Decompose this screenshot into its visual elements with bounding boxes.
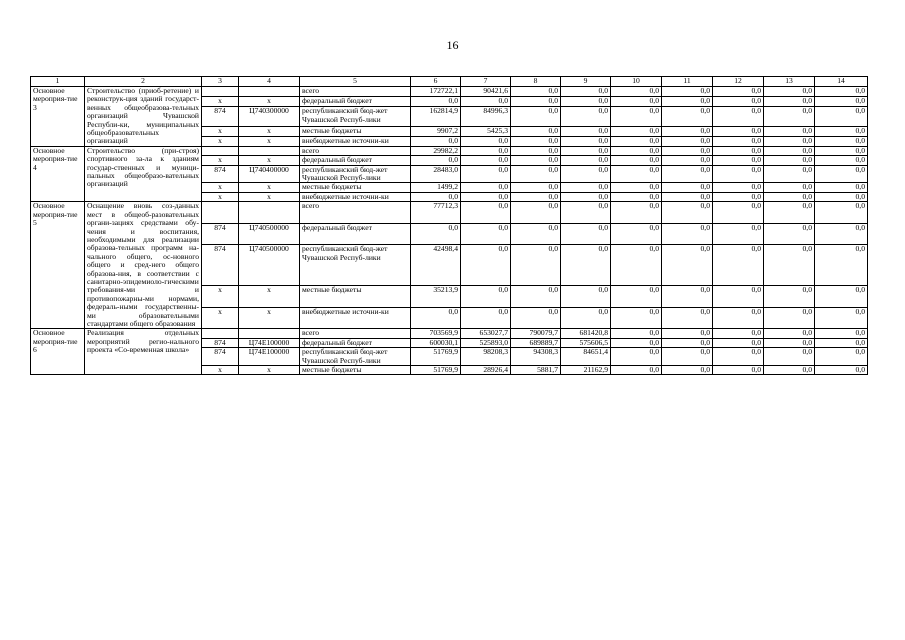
amount-cell: 0,0 [411,223,461,245]
funding-source-cell: местные бюджеты [300,126,411,136]
amount-cell: 0,0 [713,338,764,347]
amount-cell: 0,0 [815,329,868,338]
funding-source-cell: внебюджетные источни-ки [300,136,411,146]
event-name-cell: Основное мероприя-тие 4 [31,146,85,201]
amount-cell: 0,0 [561,136,611,146]
amount-cell: 0,0 [815,97,868,107]
amount-cell: 653027,7 [461,329,511,338]
amount-cell: 0,0 [611,348,662,366]
amount-cell: 0,0 [764,192,815,201]
amount-cell: 1499,2 [411,183,461,192]
amount-cell: 681420,8 [561,329,611,338]
amount-cell: 0,0 [815,183,868,192]
amount-cell: 0,0 [713,307,764,329]
target-article-cell: x [239,156,300,165]
amount-cell: 84996,3 [461,107,511,126]
grbs-code-cell: 874 [202,107,239,126]
column-number: 7 [461,77,511,87]
budget-table [30,76,868,375]
amount-cell: 0,0 [461,286,511,308]
target-article-cell: Ц740500000 [239,245,300,286]
amount-cell: 98208,3 [461,348,511,366]
amount-cell: 0,0 [561,87,611,97]
column-number: 4 [239,77,300,87]
target-article-cell: x [239,307,300,329]
target-article-cell: x [239,192,300,201]
amount-cell: 0,0 [511,202,561,224]
amount-cell: 703569,9 [411,329,461,338]
grbs-code-cell [202,202,239,224]
amount-cell: 0,0 [561,202,611,224]
amount-cell: 90421,6 [461,87,511,97]
amount-cell: 0,0 [561,97,611,107]
target-article-cell: x [239,126,300,136]
amount-cell: 0,0 [561,307,611,329]
amount-cell: 0,0 [611,183,662,192]
amount-cell: 0,0 [662,245,713,286]
funding-source-cell: местные бюджеты [300,366,411,375]
grbs-code-cell: 874 [202,223,239,245]
amount-cell: 0,0 [511,307,561,329]
amount-cell: 0,0 [764,338,815,347]
amount-cell: 162814,9 [411,107,461,126]
amount-cell: 790079,7 [511,329,561,338]
grbs-code-cell: x [202,97,239,107]
amount-cell: 689889,7 [511,338,561,347]
amount-cell: 77712,3 [411,202,461,224]
amount-cell: 0,0 [713,366,764,375]
amount-cell: 0,0 [764,223,815,245]
amount-cell: 51769,9 [411,348,461,366]
amount-cell: 0,0 [511,107,561,126]
amount-cell: 0,0 [511,286,561,308]
amount-cell: 0,0 [713,156,764,165]
amount-cell: 0,0 [815,146,868,155]
amount-cell: 0,0 [815,107,868,126]
amount-cell: 0,0 [815,338,868,347]
amount-cell: 0,0 [764,107,815,126]
funding-source-cell: федеральный бюджет [300,97,411,107]
amount-cell: 0,0 [511,183,561,192]
amount-cell: 0,0 [461,165,511,183]
event-description-cell: Оснащение вновь соз-данных мест в общеоб-разовательных органи-зациях средствами обу-чения и воспитания, необходимыми для реализации образова-тельных программ на-чального общего, ос-новного общего и сред-него общего образова-ния, в соответствии с санитарно-эпидемиоло-гическими требования-ми и противопожарны-ми нормами, федераль-ными государственны-ми образовательными стандартами общего образования [85,202,202,329]
amount-cell: 0,0 [662,146,713,155]
amount-cell: 0,0 [764,329,815,338]
amount-cell: 0,0 [662,126,713,136]
amount-cell: 0,0 [561,223,611,245]
amount-cell: 0,0 [511,223,561,245]
amount-cell: 0,0 [611,307,662,329]
amount-cell: 0,0 [713,348,764,366]
amount-cell: 0,0 [611,126,662,136]
event-description-cell: Строительство (при-строя) спортивного за-ла к зданиям государ-ственных и муници-пальных общеобразо-вательных организаций [85,146,202,201]
amount-cell: 0,0 [713,329,764,338]
column-number: 13 [764,77,815,87]
target-article-cell [239,87,300,97]
amount-cell: 0,0 [764,165,815,183]
funding-source-cell: республиканский бюд-жет Чувашской Респуб-лики [300,245,411,286]
amount-cell: 28483,0 [411,165,461,183]
grbs-code-cell: 874 [202,165,239,183]
amount-cell: 0,0 [411,192,461,201]
amount-cell: 5881,7 [511,366,561,375]
funding-source-cell: федеральный бюджет [300,156,411,165]
amount-cell: 0,0 [713,286,764,308]
amount-cell: 0,0 [815,223,868,245]
amount-cell: 0,0 [611,146,662,155]
amount-cell: 0,0 [662,87,713,97]
target-article-cell: x [239,97,300,107]
amount-cell: 0,0 [764,146,815,155]
amount-cell: 0,0 [764,307,815,329]
grbs-code-cell: x [202,156,239,165]
amount-cell: 0,0 [411,307,461,329]
amount-cell: 94308,3 [511,348,561,366]
amount-cell: 0,0 [611,286,662,308]
amount-cell: 0,0 [662,192,713,201]
event-description-cell: Реализация отдельных мероприятий регио-нального проекта «Со-временная школа» [85,329,202,375]
amount-cell: 0,0 [764,183,815,192]
grbs-code-cell: 874 [202,245,239,286]
amount-cell: 29982,2 [411,146,461,155]
amount-cell: 0,0 [815,136,868,146]
amount-cell: 0,0 [611,202,662,224]
column-number-row [31,77,868,87]
amount-cell: 0,0 [764,202,815,224]
amount-cell: 0,0 [764,286,815,308]
amount-cell: 0,0 [461,146,511,155]
amount-cell: 0,0 [561,183,611,192]
amount-cell: 0,0 [713,87,764,97]
page-number: 16 [446,38,459,52]
amount-cell: 42498,4 [411,245,461,286]
amount-cell: 0,0 [611,97,662,107]
amount-cell: 0,0 [815,307,868,329]
amount-cell: 0,0 [611,366,662,375]
amount-cell: 0,0 [764,156,815,165]
amount-cell: 0,0 [511,156,561,165]
amount-cell: 0,0 [764,245,815,286]
table-row [31,146,868,155]
grbs-code-cell: x [202,307,239,329]
amount-cell: 0,0 [611,107,662,126]
amount-cell: 575606,5 [561,338,611,347]
amount-cell: 0,0 [561,165,611,183]
column-number: 3 [202,77,239,87]
amount-cell: 0,0 [561,146,611,155]
target-article-cell: Ц740500000 [239,223,300,245]
amount-cell: 0,0 [461,202,511,224]
amount-cell: 0,0 [611,329,662,338]
amount-cell: 0,0 [561,245,611,286]
funding-source-cell: республиканский бюд-жет Чувашской Респуб-лики [300,165,411,183]
amount-cell: 0,0 [511,136,561,146]
amount-cell: 0,0 [815,126,868,136]
amount-cell: 0,0 [561,126,611,136]
amount-cell: 0,0 [411,97,461,107]
target-article-cell: Ц740400000 [239,165,300,183]
amount-cell: 0,0 [611,245,662,286]
grbs-code-cell [202,87,239,97]
target-article-cell: Ц74Е100000 [239,348,300,366]
amount-cell: 0,0 [611,165,662,183]
grbs-code-cell: x [202,136,239,146]
grbs-code-cell: x [202,192,239,201]
amount-cell: 0,0 [461,223,511,245]
amount-cell: 0,0 [764,97,815,107]
funding-source-cell: федеральный бюджет [300,338,411,347]
amount-cell: 0,0 [662,286,713,308]
column-number: 1 [31,77,85,87]
funding-source-cell: республиканский бюд-жет Чувашской Респуб-лики [300,348,411,366]
amount-cell: 51769,9 [411,366,461,375]
grbs-code-cell [202,329,239,338]
amount-cell: 0,0 [815,348,868,366]
amount-cell: 0,0 [662,348,713,366]
amount-cell: 0,0 [713,202,764,224]
target-article-cell: x [239,366,300,375]
amount-cell: 0,0 [511,97,561,107]
amount-cell: 0,0 [511,87,561,97]
event-description-cell: Строительство (приоб-ретение) и реконструк-ция зданий государст-венных общеобразова-тельных организаций Чувашской Республи-ки, муниципальных общеобразовательных организаций [85,87,202,147]
table-body [31,77,868,375]
amount-cell: 0,0 [662,329,713,338]
column-number: 12 [713,77,764,87]
funding-source-cell: местные бюджеты [300,183,411,192]
amount-cell: 0,0 [561,156,611,165]
amount-cell: 9907,2 [411,126,461,136]
table-row [31,87,868,97]
grbs-code-cell: 874 [202,338,239,347]
amount-cell: 0,0 [815,245,868,286]
target-article-cell: x [239,183,300,192]
amount-cell: 0,0 [662,156,713,165]
column-number: 11 [662,77,713,87]
amount-cell: 0,0 [561,107,611,126]
amount-cell: 35213,9 [411,286,461,308]
amount-cell: 0,0 [511,245,561,286]
target-article-cell: Ц740300000 [239,107,300,126]
amount-cell: 0,0 [461,136,511,146]
column-number: 14 [815,77,868,87]
event-name-cell: Основное мероприя-тие 5 [31,202,85,329]
column-number: 6 [411,77,461,87]
grbs-code-cell: x [202,286,239,308]
amount-cell: 84651,4 [561,348,611,366]
amount-cell: 0,0 [815,165,868,183]
amount-cell: 0,0 [611,192,662,201]
amount-cell: 0,0 [713,183,764,192]
amount-cell: 0,0 [561,192,611,201]
amount-cell: 0,0 [461,245,511,286]
amount-cell: 0,0 [713,165,764,183]
amount-cell: 0,0 [461,156,511,165]
amount-cell: 0,0 [461,307,511,329]
target-article-cell: x [239,286,300,308]
amount-cell: 0,0 [713,146,764,155]
funding-source-cell: всего [300,202,411,224]
amount-cell: 0,0 [662,165,713,183]
amount-cell: 0,0 [662,202,713,224]
amount-cell: 0,0 [461,192,511,201]
amount-cell: 0,0 [411,156,461,165]
amount-cell: 0,0 [561,286,611,308]
amount-cell: 0,0 [461,183,511,192]
amount-cell: 0,0 [815,192,868,201]
event-name-cell: Основное мероприя-тие 3 [31,87,85,147]
target-article-cell: x [239,136,300,146]
grbs-code-cell: x [202,126,239,136]
amount-cell: 0,0 [662,107,713,126]
funding-source-cell: внебюджетные источни-ки [300,192,411,201]
table-row [31,329,868,338]
amount-cell: 0,0 [713,107,764,126]
target-article-cell: Ц74Е100000 [239,338,300,347]
funding-source-cell: внебюджетные источни-ки [300,307,411,329]
amount-cell: 0,0 [611,156,662,165]
target-article-cell [239,146,300,155]
amount-cell: 0,0 [662,136,713,146]
grbs-code-cell [202,146,239,155]
amount-cell: 0,0 [764,87,815,97]
grbs-code-cell: x [202,366,239,375]
amount-cell: 0,0 [611,87,662,97]
amount-cell: 0,0 [662,97,713,107]
amount-cell: 5425,3 [461,126,511,136]
amount-cell: 21162,9 [561,366,611,375]
amount-cell: 0,0 [511,146,561,155]
funding-source-cell: местные бюджеты [300,286,411,308]
amount-cell: 0,0 [611,338,662,347]
amount-cell: 0,0 [764,366,815,375]
column-number: 2 [85,77,202,87]
funding-source-cell: всего [300,87,411,97]
funding-source-cell: всего [300,146,411,155]
amount-cell: 0,0 [662,223,713,245]
grbs-code-cell: x [202,183,239,192]
amount-cell: 0,0 [662,366,713,375]
column-number: 5 [300,77,411,87]
amount-cell: 0,0 [815,286,868,308]
amount-cell: 0,0 [461,97,511,107]
amount-cell: 0,0 [511,192,561,201]
funding-source-cell: всего [300,329,411,338]
amount-cell: 0,0 [611,223,662,245]
grbs-code-cell: 874 [202,348,239,366]
column-number: 8 [511,77,561,87]
amount-cell: 0,0 [713,126,764,136]
target-article-cell [239,329,300,338]
amount-cell: 0,0 [764,126,815,136]
amount-cell: 0,0 [764,136,815,146]
amount-cell: 0,0 [511,165,561,183]
column-number: 10 [611,77,662,87]
target-article-cell [239,202,300,224]
amount-cell: 0,0 [713,136,764,146]
table-row [31,202,868,224]
amount-cell: 172722,1 [411,87,461,97]
column-number: 9 [561,77,611,87]
funding-source-cell: республиканский бюд-жет Чувашской Респуб-лики [300,107,411,126]
amount-cell: 0,0 [662,338,713,347]
amount-cell: 0,0 [662,307,713,329]
funding-source-cell: федеральный бюджет [300,223,411,245]
amount-cell: 0,0 [815,366,868,375]
amount-cell: 600030,1 [411,338,461,347]
amount-cell: 0,0 [713,97,764,107]
amount-cell: 0,0 [713,245,764,286]
amount-cell: 0,0 [815,202,868,224]
amount-cell: 0,0 [713,192,764,201]
amount-cell: 0,0 [511,126,561,136]
amount-cell: 0,0 [815,87,868,97]
amount-cell: 0,0 [713,223,764,245]
amount-cell: 28926,4 [461,366,511,375]
amount-cell: 0,0 [611,136,662,146]
amount-cell: 525893,0 [461,338,511,347]
event-name-cell: Основное мероприя-тие 6 [31,329,85,375]
amount-cell: 0,0 [764,348,815,366]
amount-cell: 0,0 [411,136,461,146]
amount-cell: 0,0 [815,156,868,165]
amount-cell: 0,0 [662,183,713,192]
